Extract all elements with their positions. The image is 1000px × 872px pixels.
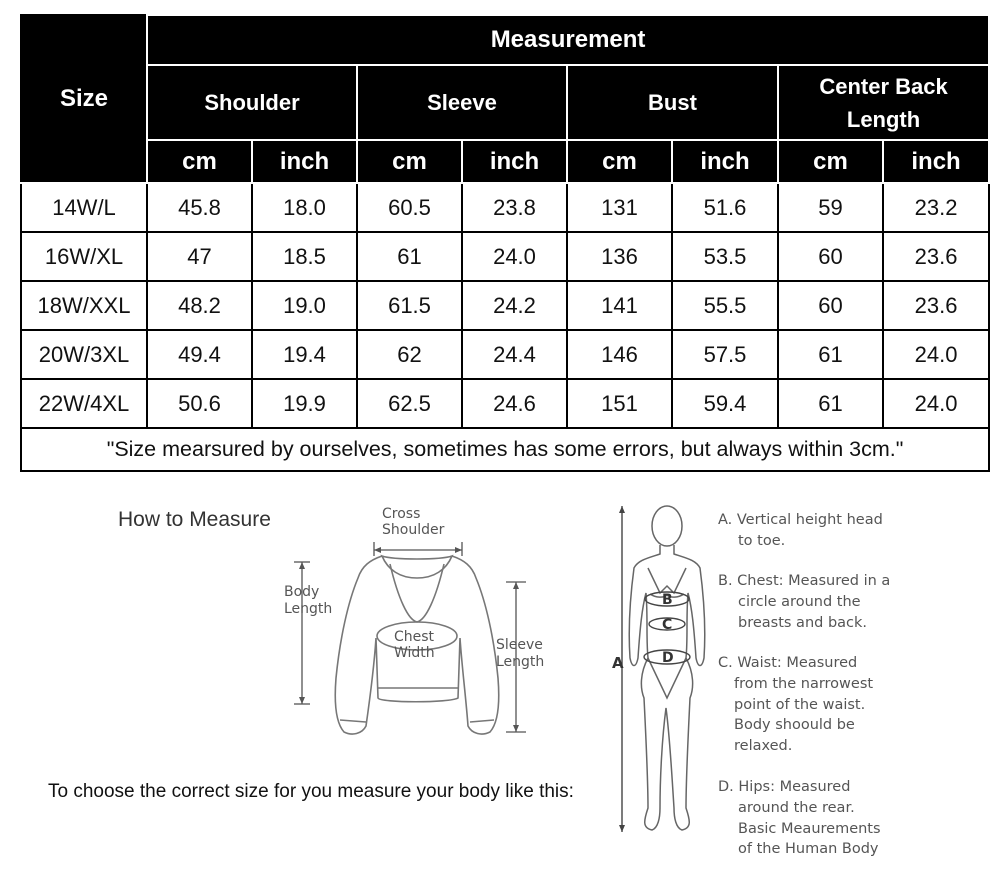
body-diagram [600,498,710,848]
value-cell: 48.2 [147,281,252,330]
value-cell: 45.8 [147,183,252,232]
body-length-label: Body [284,584,320,600]
value-cell: 59.4 [672,379,778,428]
letter-d: D [662,650,674,666]
value-cell: 18.5 [252,232,357,281]
value-cell: 141 [567,281,672,330]
size-cell: 22W/4XL [21,379,147,428]
unit-header-inch: inch [883,140,989,183]
value-cell: 136 [567,232,672,281]
garment-diagram [270,498,570,758]
letter-b: B [662,592,673,608]
letter-c: C [662,617,673,633]
size-cell: 16W/XL [21,232,147,281]
cross-shoulder-label: Cross [382,506,421,522]
table-row [21,281,989,330]
table-row [21,379,989,428]
value-cell: 24.0 [883,379,989,428]
group-header-sleeve: Sleeve [357,65,567,140]
group-header-bust: Bust [567,65,778,140]
unit-header-cm: cm [147,140,252,183]
unit-header-row [21,140,989,183]
value-cell: 62.5 [357,379,462,428]
value-cell: 47 [147,232,252,281]
value-cell: 18.0 [252,183,357,232]
size-cell: 14W/L [21,183,147,232]
group-header-center-back-length: Center Back Length [778,65,989,140]
group-header-shoulder: Shoulder [147,65,357,140]
annotation-d: D. Hips: Measured around the rear. Basic Meaurements of the Human Body [718,779,881,858]
unit-header-cm: cm [357,140,462,183]
sleeve-length-label: Sleeve [496,637,543,653]
value-cell: 24.6 [462,379,567,428]
annotation-b: B. Chest: Measured in a circle around the breasts and back. [718,573,891,631]
unit-header-inch: inch [252,140,357,183]
value-cell: 19.0 [252,281,357,330]
value-cell: 55.5 [672,281,778,330]
value-cell: 60 [778,281,883,330]
value-cell: 131 [567,183,672,232]
table-row [21,330,989,379]
annotation-a: A. Vertical height head to toe. [718,512,883,549]
unit-header-cm: cm [567,140,672,183]
table-row [21,183,989,232]
value-cell: 19.4 [252,330,357,379]
size-note: "Size mearsured by ourselves, sometimes has some errors, but always within 3cm." [21,428,989,471]
value-cell: 60 [778,232,883,281]
value-cell: 23.6 [883,281,989,330]
size-cell: 18W/XXL [21,281,147,330]
letter-a: A [612,654,624,672]
body-outline [629,545,705,830]
value-cell: 61 [778,330,883,379]
measurement-header: Measurement [147,15,989,65]
value-cell: 61.5 [357,281,462,330]
value-cell: 50.6 [147,379,252,428]
table-row [21,232,989,281]
value-cell: 51.6 [672,183,778,232]
value-cell: 60.5 [357,183,462,232]
chest-width-label: Chest [394,629,435,645]
value-cell: 59 [778,183,883,232]
unit-header-inch: inch [462,140,567,183]
svg-text:Length: Length [284,601,333,617]
choose-size-instruction: To choose the correct size for you measure your body like this: [48,781,574,802]
unit-header-cm: cm [778,140,883,183]
value-cell: 24.4 [462,330,567,379]
unit-header-inch: inch [672,140,778,183]
how-to-measure-title: How to Measure [118,508,271,531]
value-cell: 61 [778,379,883,428]
svg-text:Length: Length [496,654,545,670]
value-cell: 62 [357,330,462,379]
value-cell: 24.0 [883,330,989,379]
annotation-c: C. Waist: Measured from the narrowest point of the waist. Body shoould be relaxed. [718,655,874,755]
size-cell: 20W/3XL [21,330,147,379]
size-chart-table [20,14,990,472]
value-cell: 24.0 [462,232,567,281]
value-cell: 24.2 [462,281,567,330]
value-cell: 57.5 [672,330,778,379]
value-cell: 23.6 [883,232,989,281]
svg-text:Width: Width [394,645,435,661]
value-cell: 146 [567,330,672,379]
svg-text:Shoulder: Shoulder [382,522,445,538]
head [652,506,682,546]
value-cell: 23.2 [883,183,989,232]
value-cell: 61 [357,232,462,281]
value-cell: 49.4 [147,330,252,379]
size-header: Size [21,15,147,183]
value-cell: 19.9 [252,379,357,428]
value-cell: 53.5 [672,232,778,281]
value-cell: 23.8 [462,183,567,232]
value-cell: 151 [567,379,672,428]
